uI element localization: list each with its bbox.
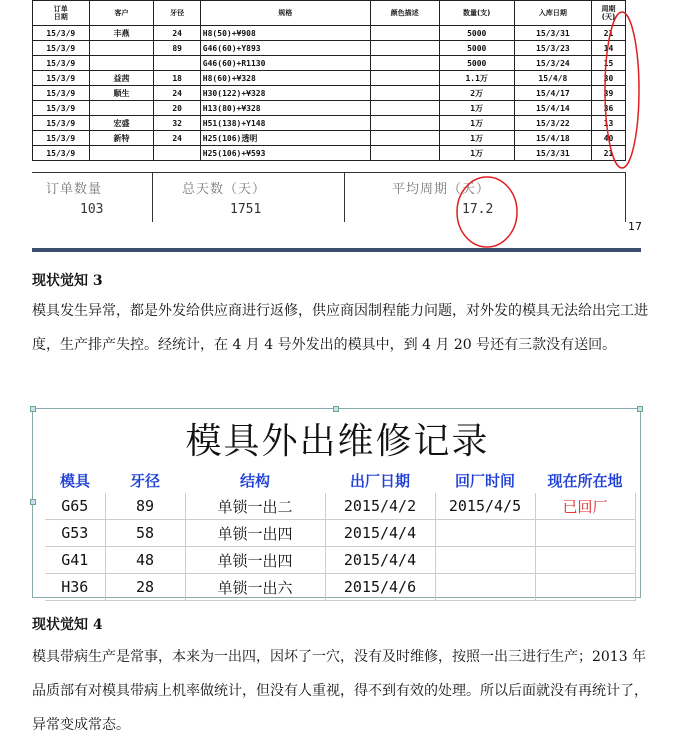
table-cell: 36 [591, 101, 625, 116]
table-cell: G41 [45, 547, 105, 574]
table-cell: 15/3/9 [33, 131, 90, 146]
summary-total-days-label: 总天数（天） [182, 182, 267, 197]
table-cell: H13(80)+¥328 [200, 101, 370, 116]
table-cell: 2015/4/2 [325, 493, 435, 520]
table-cell: 40 [591, 131, 625, 146]
table-cell: 顺生 [89, 86, 154, 101]
table-cell: 89 [154, 41, 200, 56]
table-cell [370, 41, 439, 56]
summary-total-days: 1751 [230, 202, 262, 217]
table-cell: 15/3/9 [33, 146, 90, 161]
table-cell: 15/3/9 [33, 116, 90, 131]
table-cell [370, 116, 439, 131]
table-row [33, 131, 626, 146]
table-row [33, 101, 626, 116]
table-cell [370, 56, 439, 71]
table-cell: 18 [154, 71, 200, 86]
table-cell: 14 [591, 41, 625, 56]
table-cell: 15/4/18 [514, 131, 591, 146]
cycle-highlight-circle [602, 8, 642, 172]
summary-avg-cycle: 17.2 [462, 202, 494, 217]
col-structure: 结构 [239, 471, 270, 490]
summary-avg-cycle-label: 平均周期（天） [392, 182, 491, 197]
table-cell: 1.1万 [439, 71, 514, 86]
col-tooth: 牙径 [129, 471, 160, 490]
resize-handle[interactable] [30, 499, 36, 505]
table-cell [89, 56, 154, 71]
table-cell: 丰燕 [89, 26, 154, 41]
col-return-date: 回厂时间 [454, 471, 515, 490]
table-cell: 单锁一出二 [185, 493, 325, 520]
table-cell [535, 520, 635, 547]
col-cycle: 周期 (天) [591, 1, 625, 26]
table-cell [435, 520, 535, 547]
table-row [33, 41, 626, 56]
section4-paragraph: 模具带病生产是常事，本来为一出四，因坏了一穴，没有及时维修，按照一出三进行生产；2013 年品质部有对模具带病上机率做统计，但没有人重视，得不到有效的处理。所以后面就没有再统计了，异常变成常态。 [32, 649, 648, 733]
table-cell: 39 [591, 86, 625, 101]
table-cell: 15/3/9 [33, 71, 90, 86]
table-row [45, 520, 635, 547]
table-cell [89, 101, 154, 116]
table-cell [435, 574, 535, 601]
table-cell: 单锁一出六 [185, 574, 325, 601]
summary-order-count: 103 [80, 202, 104, 217]
mold-repair-record-image[interactable] [32, 408, 641, 598]
table-cell: 15/4/14 [514, 101, 591, 116]
table-cell: 15/3/23 [514, 41, 591, 56]
table-cell: 5000 [439, 26, 514, 41]
table-row [33, 71, 626, 86]
table-cell: 宏盛 [89, 116, 154, 131]
table-cell: H30(122)+¥328 [200, 86, 370, 101]
col-order-date: 订单 日期 [33, 1, 90, 26]
table-cell: 1万 [439, 146, 514, 161]
table-cell: 15/3/9 [33, 41, 90, 56]
resize-handle[interactable] [30, 406, 36, 412]
table-cell: 2015/4/5 [435, 493, 535, 520]
table-cell [89, 41, 154, 56]
col-mold: 模具 [59, 471, 90, 490]
image-bottom-border [32, 248, 641, 252]
table-cell: 58 [105, 520, 185, 547]
table-cell: 20 [154, 101, 200, 116]
col-spec: 规格 [200, 1, 370, 26]
resize-handle[interactable] [637, 406, 643, 412]
table-cell: 益茜 [89, 71, 154, 86]
table-cell: 2015/4/4 [325, 547, 435, 574]
table-row [33, 116, 626, 131]
section3-heading: 现状觉知 3 [32, 273, 103, 289]
resize-handle[interactable] [333, 406, 339, 412]
table-row [33, 56, 626, 71]
table-cell: 13 [591, 116, 625, 131]
table-cell: 已回厂 [535, 493, 635, 520]
table-cell [370, 131, 439, 146]
table-cell: 48 [105, 547, 185, 574]
table-cell: 15/4/17 [514, 86, 591, 101]
col-color: 颜色描述 [370, 1, 439, 26]
table-cell: G46(60)+R1130 [200, 56, 370, 71]
col-out-date: 出厂日期 [349, 471, 410, 490]
table-cell: 15/3/9 [33, 101, 90, 116]
table-cell: G65 [45, 493, 105, 520]
table-cell: 15/3/22 [514, 116, 591, 131]
table-cell [370, 26, 439, 41]
table-cell: 15/3/31 [514, 146, 591, 161]
section4-heading: 现状觉知 4 [32, 617, 103, 633]
col-location: 现在所在地 [547, 471, 623, 490]
table-cell: 5000 [439, 56, 514, 71]
table-cell: 15/4/8 [514, 71, 591, 86]
table-cell: 30 [591, 71, 625, 86]
table-cell: 15/3/9 [33, 86, 90, 101]
table-cell: 单锁一出四 [185, 520, 325, 547]
col-qty: 数量(支) [439, 1, 514, 26]
table-row [33, 146, 626, 161]
table-cell: 28 [105, 574, 185, 601]
table-cell: 单锁一出四 [185, 547, 325, 574]
table-cell: 24 [154, 131, 200, 146]
col-customer: 客户 [89, 1, 154, 26]
table-cell: 21 [591, 146, 625, 161]
table-row [45, 574, 635, 601]
table-cell: 2015/4/6 [325, 574, 435, 601]
repair-record-title: 模具外出维修记录 [185, 421, 490, 462]
table-cell: 21 [591, 26, 625, 41]
table-cell [535, 574, 635, 601]
table-cell: 1万 [439, 101, 514, 116]
table-cell: G53 [45, 520, 105, 547]
order-summary [32, 172, 626, 228]
order-table-header [33, 1, 626, 26]
col-tooth: 牙径 [154, 1, 200, 26]
table-cell: 1万 [439, 116, 514, 131]
order-cycle-image [32, 0, 641, 252]
table-cell: 89 [105, 493, 185, 520]
repair-record-table [45, 467, 636, 601]
table-cell [435, 547, 535, 574]
table-cell: 2万 [439, 86, 514, 101]
table-cell: 15/3/24 [514, 56, 591, 71]
table-cell: 5000 [439, 41, 514, 56]
table-cell: H25(106)透明 [200, 131, 370, 146]
table-cell: H8(60)+¥328 [200, 71, 370, 86]
col-in-date: 入库日期 [514, 1, 591, 26]
table-cell: 15/3/9 [33, 26, 90, 41]
table-cell [154, 146, 200, 161]
table-cell: 15/3/31 [514, 26, 591, 41]
section3-paragraph: 模具发生异常，都是外发给供应商进行返修，供应商因制程能力问题，对外发的模具无法给出完工进度，生产排产失控。经统计，在 4 月 4 号外发出的模具中，到 4 月 20 号还有三款没有送回。 [32, 303, 648, 353]
table-cell: 15/3/9 [33, 56, 90, 71]
table-cell: 2015/4/4 [325, 520, 435, 547]
table-row [45, 493, 635, 520]
order-table [32, 0, 626, 161]
table-row [33, 26, 626, 41]
table-cell [370, 146, 439, 161]
table-cell [370, 86, 439, 101]
table-cell: 1万 [439, 131, 514, 146]
avg-cycle-highlight-circle [452, 174, 522, 250]
table-cell: 32 [154, 116, 200, 131]
table-cell [370, 101, 439, 116]
table-cell: H25(106)+¥593 [200, 146, 370, 161]
table-row [45, 547, 635, 574]
table-cell [89, 146, 154, 161]
summary-order-count-label: 订单数量 [46, 182, 103, 197]
table-cell: H36 [45, 574, 105, 601]
table-cell: 新特 [89, 131, 154, 146]
table-row [33, 86, 626, 101]
page-number: 17 [628, 220, 642, 233]
table-cell: H51(138)+Y148 [200, 116, 370, 131]
table-cell: 24 [154, 26, 200, 41]
table-cell: H8(50)+¥908 [200, 26, 370, 41]
table-cell: 24 [154, 86, 200, 101]
table-cell [370, 71, 439, 86]
table-cell [535, 547, 635, 574]
table-cell: G46(60)+Y893 [200, 41, 370, 56]
table-cell: 15 [591, 56, 625, 71]
table-cell [154, 56, 200, 71]
